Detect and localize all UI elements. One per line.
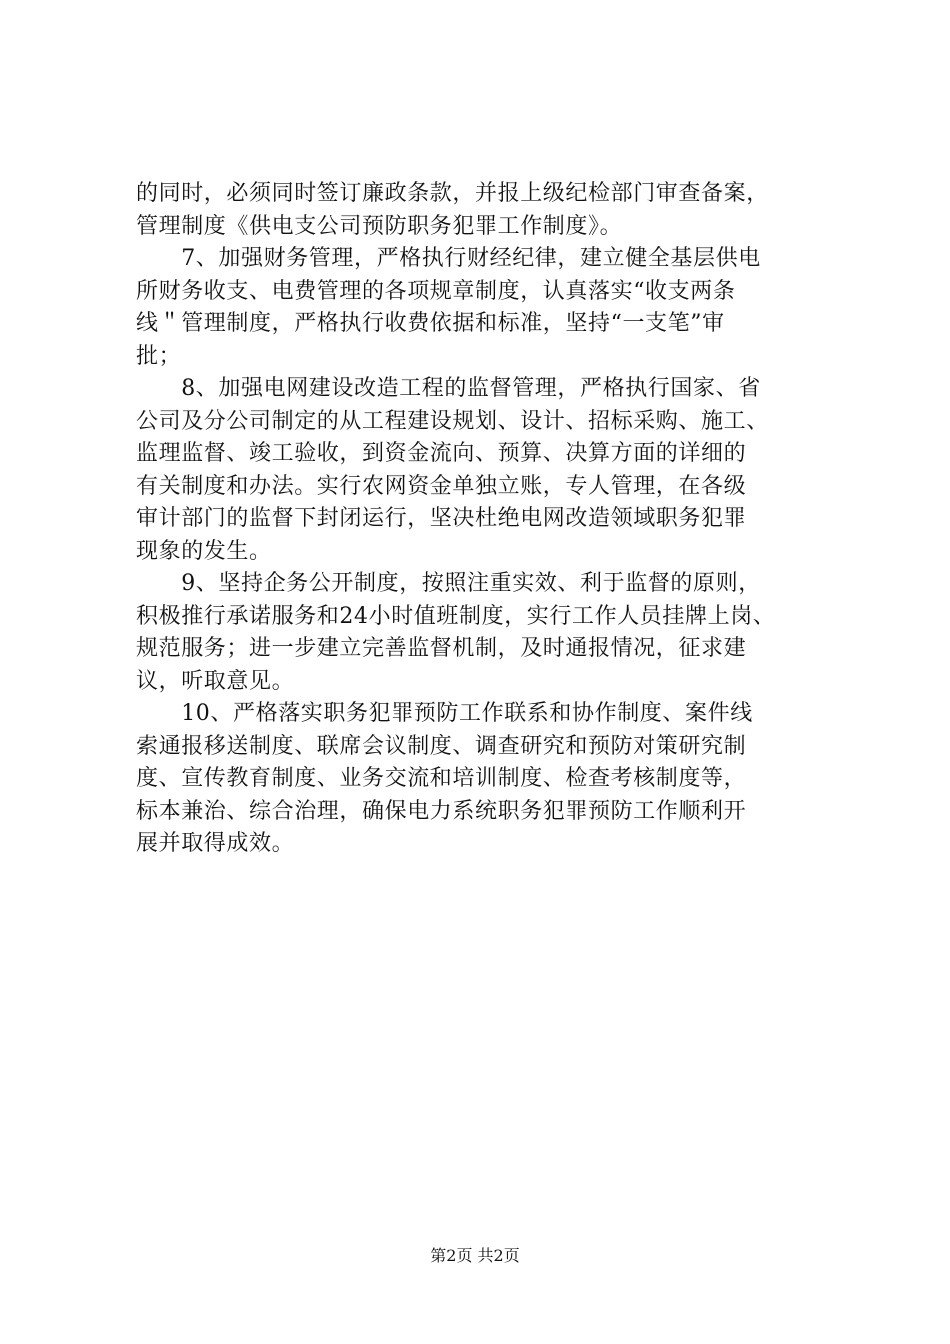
text-line: 的同时，必须同时签订廉政条款，并报上级纪检部门审查备案， <box>136 181 769 206</box>
text-line: 标本兼治、综合治理，确保电力系统职务犯罪预防工作顺利开 <box>136 798 747 824</box>
text-line: 所财务收支、电费管理的各项规章制度，认真落实“收支两条 <box>136 278 736 304</box>
document-body <box>136 178 836 861</box>
text-line: 规范服务；进一步建立完善监督机制，及时通报情况，征求建 <box>136 636 747 661</box>
text-line: 积极推行承诺服务和24小时值班制度，实行工作人员挂牌上岗、 <box>136 603 776 629</box>
text-line: 7、加强财务管理，严格执行财经纪律，建立健全基层供电 <box>136 246 761 271</box>
text-line: 度、宣传教育制度、业务交流和培训制度、检查考核制度等， <box>136 766 747 791</box>
text-line: 展并取得成效。 <box>136 831 295 856</box>
text-line: 公司及分公司制定的从工程建设规划、设计、招标采购、施工、 <box>136 408 769 434</box>
text-line: 有关制度和办法。实行农网资金单独立账，专人管理，在各级 <box>136 473 747 499</box>
text-line: 现象的发生。 <box>136 538 272 564</box>
text-line: 9、坚持企务公开制度，按照注重实效、利于监督的原则， <box>136 571 761 596</box>
text-line: 10、严格落实职务犯罪预防工作联系和协作制度、案件线 <box>136 701 753 726</box>
text-line: 批； <box>136 343 182 369</box>
text-line: 监理监督、竣工验收，到资金流向、预算、决算方面的详细的 <box>136 441 747 466</box>
text-line: 审计部门的监督下封闭运行，坚决杜绝电网改造领域职务犯罪 <box>136 506 747 531</box>
text-line: 议，听取意见。 <box>136 668 295 694</box>
page-number-footer: 第2页 共2页 <box>430 1246 520 1265</box>
text-line: 索通报移送制度、联席会议制度、调查研究和预防对策研究制 <box>136 733 747 759</box>
text-line: 管理制度《供电支公司预防职务犯罪工作制度》。 <box>136 213 623 239</box>
text-line: 线＂管理制度，严格执行收费依据和标准，坚持“一支笔”审 <box>136 311 725 336</box>
text-line: 8、加强电网建设改造工程的监督管理，严格执行国家、省 <box>136 376 761 401</box>
